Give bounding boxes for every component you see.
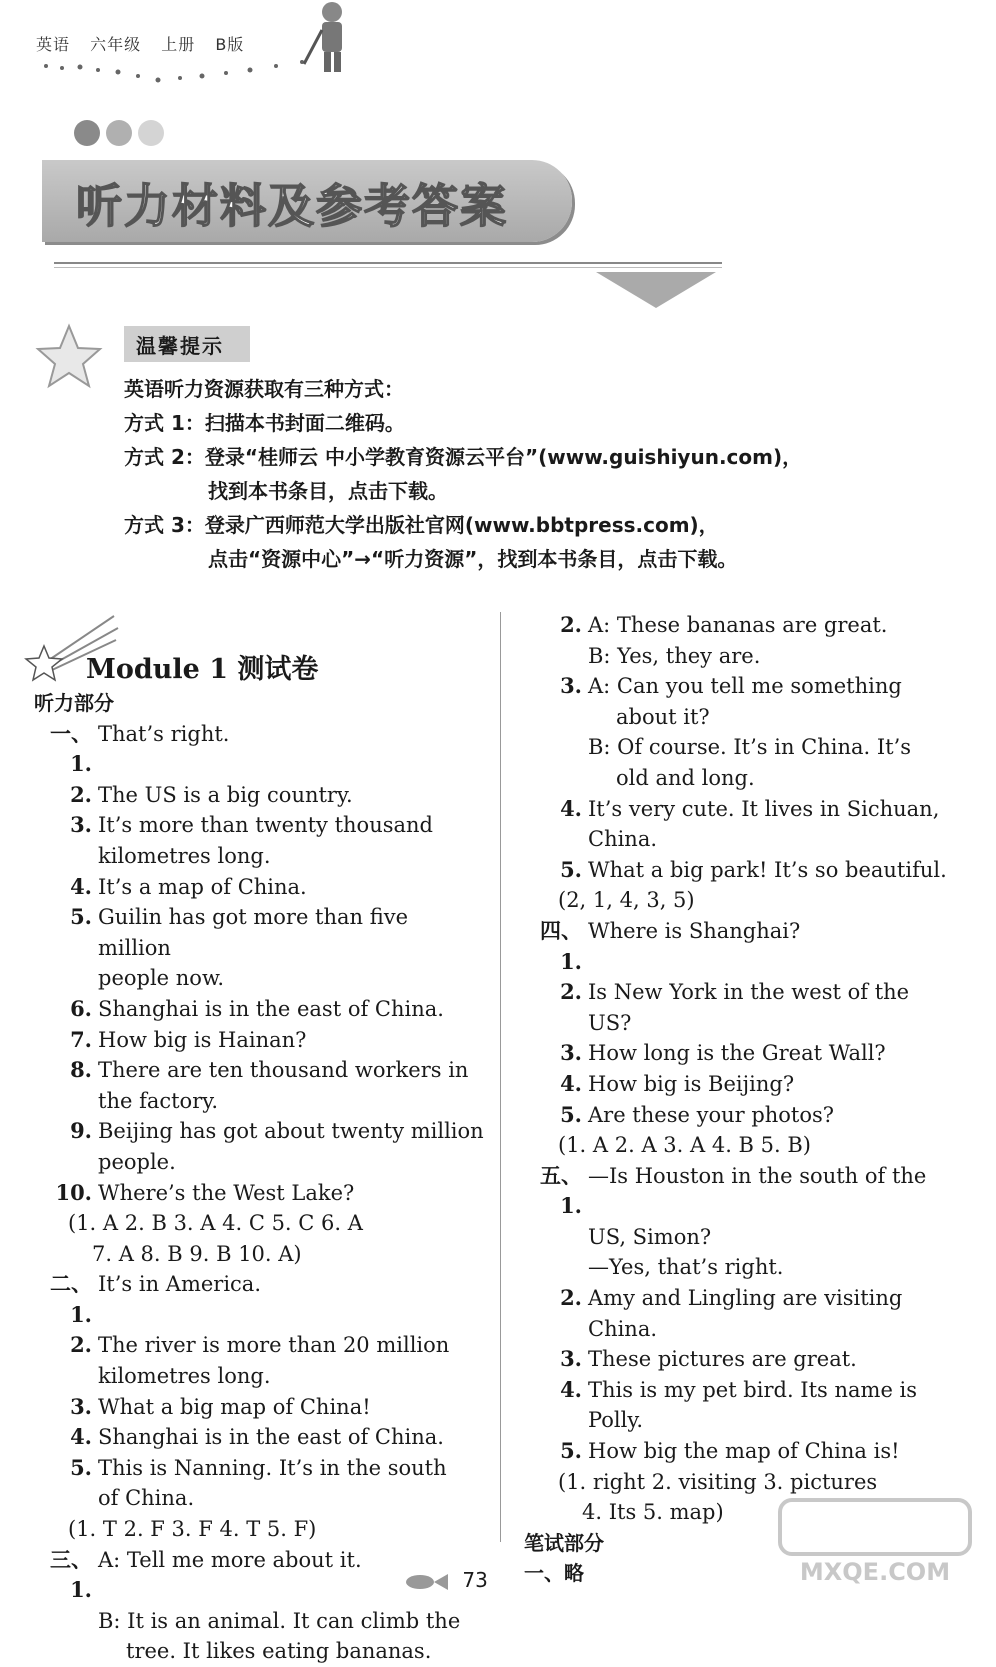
dialogue-text: B: It is an animal. It can climb the bbox=[98, 1608, 461, 1633]
transcript-line bbox=[34, 872, 484, 903]
item-text: The US is a big country. bbox=[98, 782, 353, 807]
item-number: 一、1. bbox=[50, 720, 92, 777]
item-number: 3. bbox=[560, 1040, 582, 1066]
item-text: kilometres long. bbox=[98, 1364, 271, 1389]
item-text: This is Nanning. It’s in the south bbox=[98, 1455, 447, 1480]
dialogue-line bbox=[524, 641, 974, 672]
item-text: Are these your photos? bbox=[588, 1102, 835, 1127]
item-number: 4. bbox=[70, 1424, 92, 1450]
transcript-line bbox=[524, 1375, 974, 1406]
header-edition: B版 bbox=[215, 35, 245, 54]
transcript-line bbox=[34, 1453, 484, 1484]
fish-icon bbox=[400, 1572, 450, 1592]
answer-key: (2, 1, 4, 3, 5) bbox=[558, 888, 695, 913]
item-number: 8. bbox=[70, 1057, 92, 1083]
transcript-line bbox=[34, 810, 484, 841]
transcript-line bbox=[34, 1055, 484, 1086]
item-text: China. bbox=[588, 1316, 658, 1341]
transcript-line bbox=[34, 963, 484, 994]
sparkle-dots-decoration bbox=[40, 58, 330, 88]
answer-key: 4. Its 5. map) bbox=[582, 1500, 724, 1525]
item-text: It’s very cute. It lives in Sichuan, bbox=[588, 796, 940, 821]
item-text: Guilin has got more than five million bbox=[98, 905, 409, 960]
transcript-line bbox=[524, 794, 974, 825]
header-grade: 六年级 bbox=[90, 35, 142, 54]
item-text: —Is Houston in the south of the bbox=[588, 1163, 927, 1188]
dialogue-line bbox=[524, 702, 974, 733]
transcript-line bbox=[524, 610, 974, 641]
item-number: 10. bbox=[55, 1179, 92, 1205]
page-number: 73 bbox=[462, 1568, 488, 1592]
transcript-line bbox=[524, 855, 974, 886]
transcript-line bbox=[524, 1100, 974, 1131]
item-text: There are ten thousand workers in bbox=[98, 1058, 469, 1083]
dialogue-line bbox=[524, 1222, 974, 1253]
answer-key: (1. A 2. A 3. A 4. B 5. B) bbox=[558, 1133, 812, 1158]
item-text: people now. bbox=[98, 966, 225, 991]
item-text: Is New York in the west of the bbox=[588, 980, 910, 1005]
transcript-line bbox=[34, 719, 484, 780]
item-text: What a big park! It’s so beautiful. bbox=[588, 857, 947, 882]
transcript-line bbox=[524, 1314, 974, 1345]
item-text: Polly. bbox=[588, 1408, 644, 1433]
transcript-line bbox=[524, 1405, 974, 1436]
module-title: Module 1 测试卷 bbox=[86, 654, 319, 685]
banner-rule bbox=[54, 262, 722, 264]
item-text: It’s more than twenty thousand bbox=[98, 813, 433, 838]
item-text: What a big map of China! bbox=[98, 1394, 371, 1419]
banner-triangle-decoration bbox=[596, 272, 716, 308]
watermark-logo bbox=[770, 1490, 980, 1590]
transcript-line bbox=[524, 1436, 974, 1467]
dialogue-text: B: Of course. It’s in China. It’s bbox=[588, 735, 912, 760]
tips-line: 英语听力资源获取有三种方式： bbox=[124, 377, 404, 401]
item-number: 4. bbox=[560, 1070, 582, 1096]
transcript-line bbox=[34, 1330, 484, 1361]
banner-circles-decoration bbox=[74, 120, 170, 150]
transcript-line bbox=[524, 824, 974, 855]
item-number: 3. bbox=[560, 673, 582, 699]
item-number: 三、1. bbox=[50, 1546, 92, 1603]
banner-title: 听力材料及参考答案 bbox=[76, 179, 508, 233]
transcript-line bbox=[524, 916, 974, 977]
item-text: Beijing has got about twenty million bbox=[98, 1119, 484, 1144]
book-header bbox=[36, 32, 258, 55]
item-text: This is my pet bird. Its name is bbox=[588, 1377, 918, 1402]
item-number: 9. bbox=[70, 1118, 92, 1144]
transcript-line bbox=[524, 1344, 974, 1375]
item-number: 2. bbox=[560, 1285, 582, 1311]
item-number: 6. bbox=[70, 995, 92, 1021]
transcript-line bbox=[34, 1483, 484, 1514]
item-text: Where’s the West Lake? bbox=[98, 1180, 355, 1205]
dialogue-line bbox=[524, 763, 974, 794]
written-section-title: 笔试部分 bbox=[524, 1530, 604, 1555]
transcript-line bbox=[524, 1069, 974, 1100]
transcript-line bbox=[524, 1008, 974, 1039]
header-subject: 英语 bbox=[36, 35, 71, 54]
item-text: of China. bbox=[98, 1486, 195, 1511]
item-number: 3. bbox=[70, 1393, 92, 1419]
item-number: 4. bbox=[560, 795, 582, 821]
dialogue-line bbox=[34, 1636, 484, 1667]
column-divider bbox=[500, 612, 501, 1542]
page-footer bbox=[400, 1568, 488, 1592]
transcript-line bbox=[524, 1161, 974, 1222]
item-text: kilometres long. bbox=[98, 843, 271, 868]
item-number: 2. bbox=[70, 1332, 92, 1358]
dialogue-line bbox=[524, 1252, 974, 1283]
item-number: 3. bbox=[70, 812, 92, 838]
transcript-line bbox=[34, 1116, 484, 1147]
dialogue-text: about it? bbox=[616, 704, 710, 729]
transcript-line bbox=[34, 1086, 484, 1117]
item-number: 3. bbox=[560, 1346, 582, 1372]
item-text: the factory. bbox=[98, 1088, 218, 1113]
transcript-line bbox=[524, 1038, 974, 1069]
transcript-line bbox=[524, 977, 974, 1008]
item-text: These pictures are great. bbox=[588, 1347, 857, 1372]
answer-key: (1. T 2. F 3. F 4. T 5. F) bbox=[68, 1517, 317, 1542]
item-text: A: These bananas are great. bbox=[588, 613, 888, 637]
star-icon bbox=[34, 322, 104, 392]
item-number: 五、1. bbox=[540, 1162, 582, 1219]
dialogue-text: old and long. bbox=[616, 765, 755, 790]
item-text: How big is Beijing? bbox=[588, 1071, 795, 1096]
dialogue-line bbox=[34, 1606, 484, 1637]
watermark-text: MXQE.COM bbox=[799, 1558, 951, 1586]
banner-rule-thin bbox=[54, 267, 722, 268]
transcript-line bbox=[34, 1147, 484, 1178]
transcript-line bbox=[34, 1361, 484, 1392]
dialogue-line bbox=[524, 732, 974, 763]
answer-key: (1. right 2. visiting 3. pictures bbox=[558, 1469, 878, 1494]
item-text: Shanghai is in the east of China. bbox=[98, 996, 444, 1021]
tips-block bbox=[124, 372, 802, 576]
transcript-line bbox=[34, 1392, 484, 1423]
item-number: 2. bbox=[70, 781, 92, 807]
transcript-line bbox=[34, 1178, 484, 1209]
dialogue-text: tree. It likes eating bananas. bbox=[126, 1639, 432, 1664]
item-text: Amy and Lingling are visiting bbox=[588, 1286, 903, 1311]
transcript-line bbox=[524, 671, 974, 702]
item-text: US? bbox=[588, 1010, 632, 1035]
written-item: 一、略 bbox=[524, 1561, 584, 1586]
item-text: That’s right. bbox=[98, 721, 230, 746]
item-text: It’s a map of China. bbox=[98, 874, 307, 899]
item-number: 二、1. bbox=[50, 1271, 92, 1327]
child-figure-icon bbox=[298, 0, 358, 74]
item-text: How long is the Great Wall? bbox=[588, 1041, 886, 1066]
item-text: A: Can you tell me something bbox=[588, 674, 902, 699]
item-number: 5. bbox=[70, 904, 92, 930]
transcript-line bbox=[34, 1422, 484, 1453]
tips-line: 点击“资源中心”→“听力资源”，找到本书条目，点击下载。 bbox=[208, 547, 738, 571]
tips-line: 找到本书条目，点击下载。 bbox=[208, 479, 448, 503]
item-number: 5. bbox=[560, 856, 582, 882]
dialogue-text: —Yes, that’s right. bbox=[588, 1255, 784, 1280]
tips-line: 方式 1：扫描本书封面二维码。 bbox=[124, 411, 405, 435]
transcript-line bbox=[34, 902, 484, 963]
transcript-line bbox=[34, 1269, 484, 1330]
item-number: 4. bbox=[560, 1376, 582, 1402]
item-number: 4. bbox=[70, 873, 92, 899]
item-number: 7. bbox=[70, 1026, 92, 1052]
transcript-line bbox=[34, 994, 484, 1025]
answer-key: 7. A 8. B 9. B 10. A) bbox=[92, 1241, 302, 1266]
item-number: 2. bbox=[560, 612, 582, 637]
item-number: 2. bbox=[560, 979, 582, 1005]
item-number: 四、1. bbox=[540, 917, 582, 974]
dialogue-text: B: Yes, they are. bbox=[588, 643, 761, 668]
item-number: 5. bbox=[70, 1454, 92, 1480]
dialogue-text: US, Simon? bbox=[588, 1224, 712, 1249]
item-text: How big is Hainan? bbox=[98, 1027, 307, 1052]
title-banner bbox=[42, 160, 572, 242]
item-text: A: Tell me more about it. bbox=[98, 1547, 362, 1572]
tips-line: 方式 2：登录“桂师云 中小学教育资源云平台”(www.guishiyun.com)， bbox=[124, 445, 803, 469]
transcript-line bbox=[34, 1025, 484, 1056]
item-text: It’s in America. bbox=[98, 1272, 261, 1297]
answer-key: (1. A 2. B 3. A 4. C 5. C 6. A bbox=[68, 1211, 363, 1236]
item-text: Shanghai is in the east of China. bbox=[98, 1425, 444, 1450]
header-volume: 上册 bbox=[161, 35, 196, 54]
item-text: China. bbox=[588, 827, 658, 852]
right-column bbox=[524, 610, 974, 1589]
left-column bbox=[34, 652, 484, 1667]
item-number: 5. bbox=[560, 1438, 582, 1464]
tips-label: 温馨提示 bbox=[124, 326, 250, 362]
tips-line: 方式 3：登录广西师范大学出版社官网(www.bbtpress.com)， bbox=[124, 513, 719, 537]
item-number: 5. bbox=[560, 1101, 582, 1127]
transcript-line bbox=[524, 1283, 974, 1314]
item-text: The river is more than 20 million bbox=[98, 1333, 450, 1358]
item-text: Where is Shanghai? bbox=[588, 918, 801, 943]
transcript-line bbox=[34, 780, 484, 811]
item-text: people. bbox=[98, 1149, 176, 1174]
transcript-line bbox=[34, 841, 484, 872]
item-text: How big the map of China is! bbox=[588, 1439, 900, 1464]
listening-section-title: 听力部分 bbox=[34, 691, 114, 715]
